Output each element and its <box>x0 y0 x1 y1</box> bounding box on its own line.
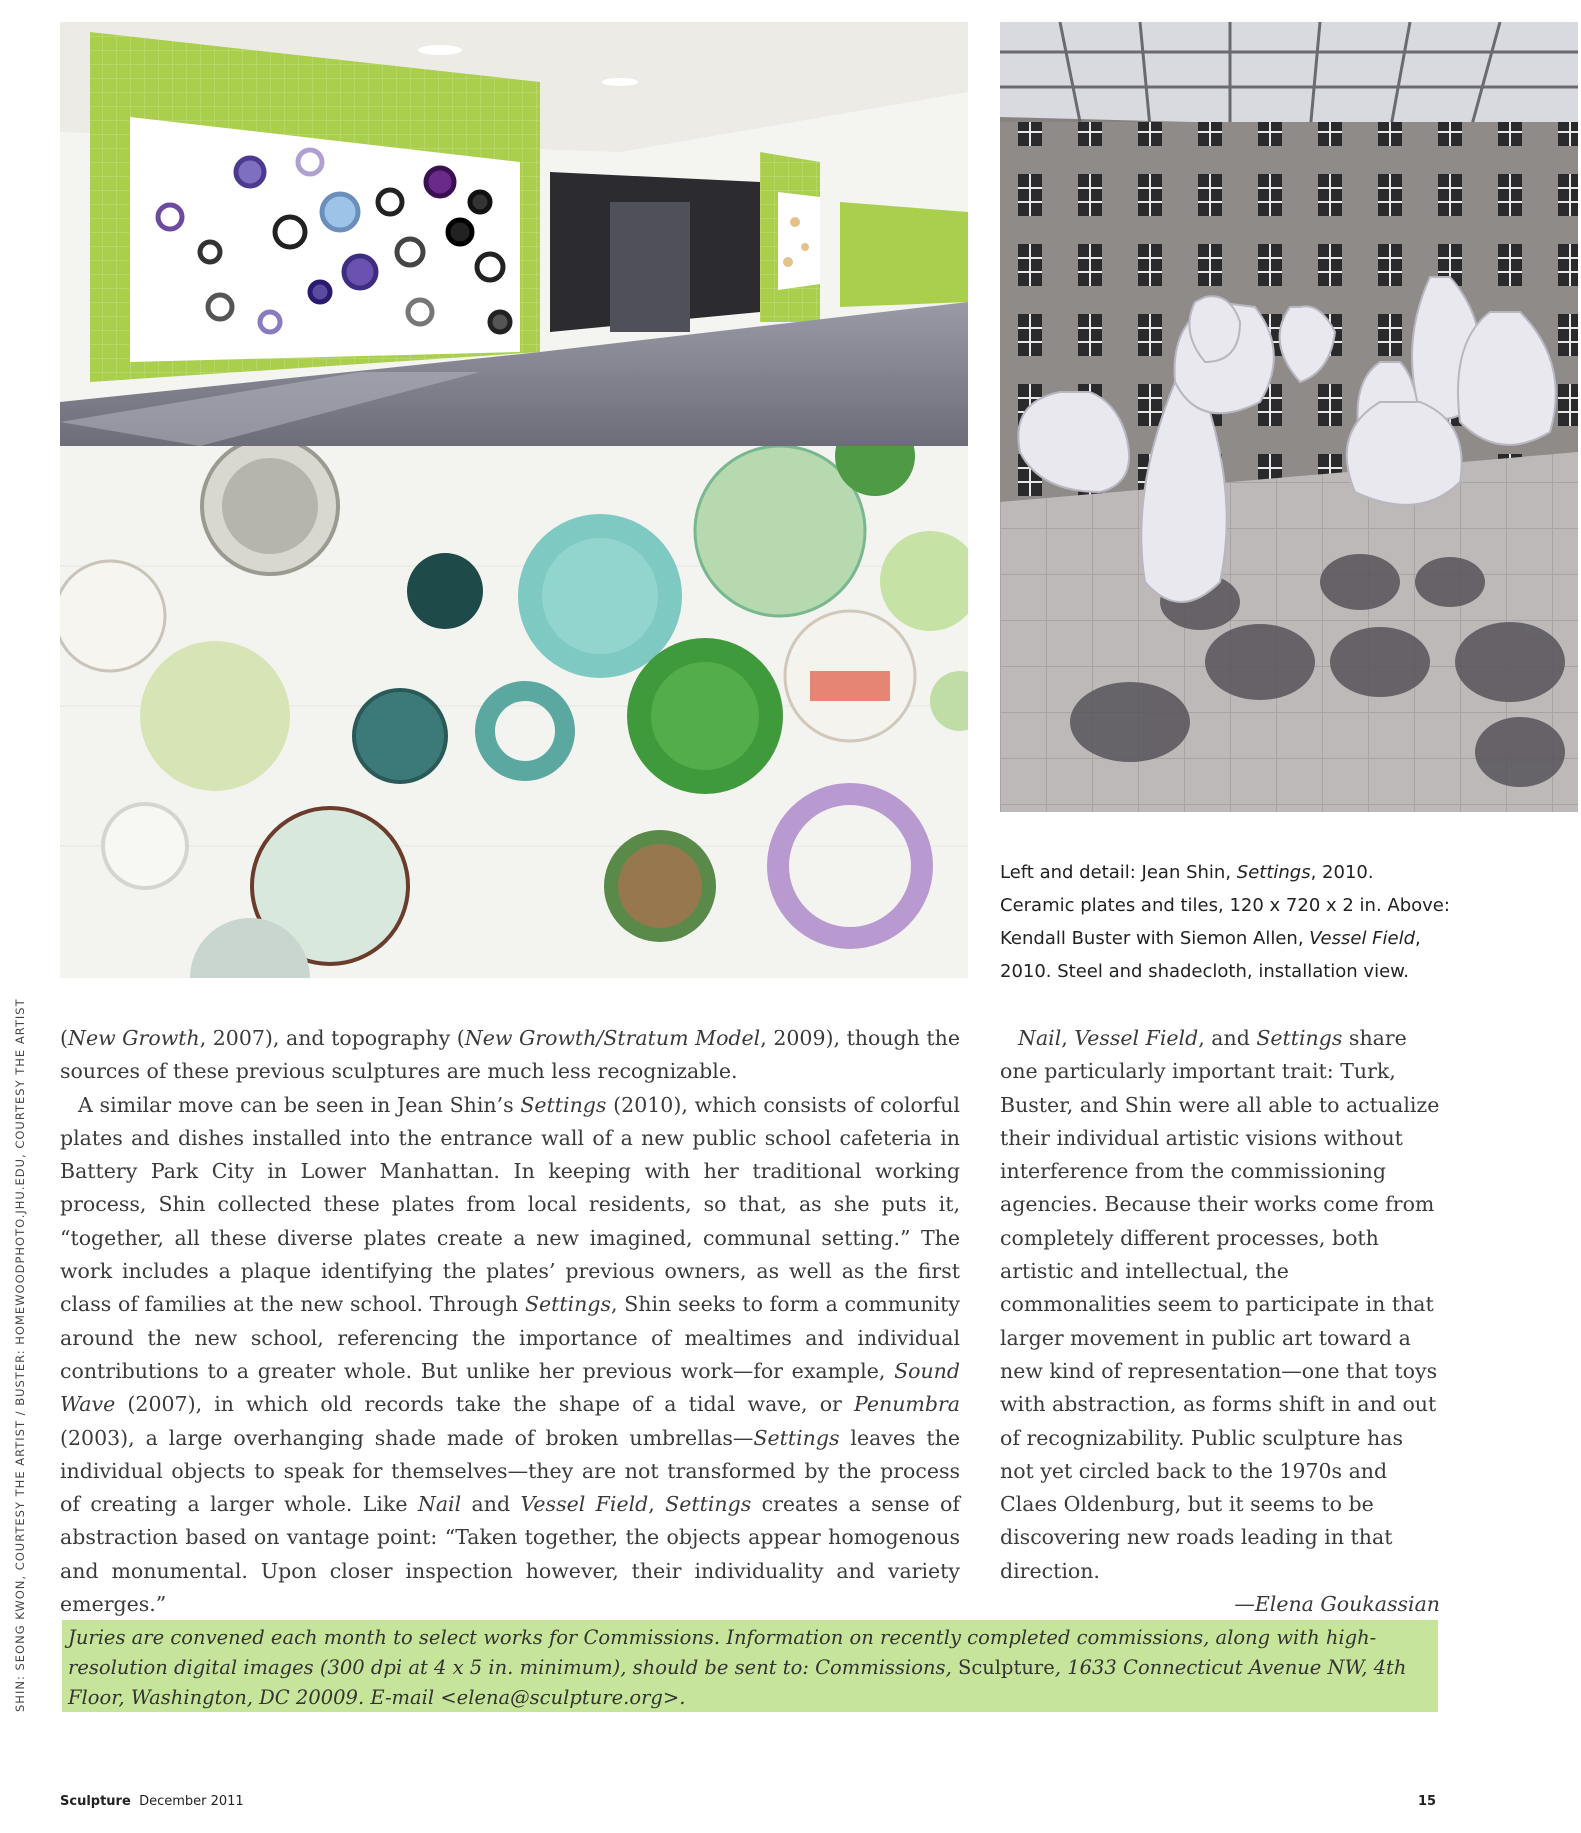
italic-title-run: Settings <box>753 1425 840 1450</box>
italic-title-run: New Growth <box>68 1026 200 1050</box>
right-paragraph-1 <box>1000 1022 1440 1588</box>
notice-part-1: Juries are convened each month to select works for Commissions. Information on recently completed commissions, along with high-resolution digital images (300 dpi at 4 x 5 in. minimum), should be sent to: Commissions, <box>68 1626 1377 1679</box>
atrium-illustration <box>1000 22 1578 812</box>
italic-title-run: Vessel Field <box>520 1492 649 1517</box>
text-run: , 2007), and topography ( <box>199 1026 465 1050</box>
italic-title-run: Penumbra <box>854 1392 960 1417</box>
text-run: , and <box>1198 1026 1257 1050</box>
photo-vessel-field-atrium <box>1000 22 1578 812</box>
text-run: , <box>648 1492 666 1517</box>
photo-caption <box>1000 856 1450 988</box>
article-column-left <box>60 1022 960 1621</box>
text-run: ( <box>60 1026 68 1050</box>
author-signature: —Elena Goukassian <box>1234 1592 1440 1617</box>
italic-title-run: New Growth/Stratum Model <box>464 1026 761 1050</box>
footer-magazine: Sculpture <box>60 1794 131 1809</box>
submission-notice <box>62 1620 1438 1712</box>
text-run: , <box>1061 1026 1075 1050</box>
photo-credit: SHIN: SEONG KWON, COURTESY THE ARTIST / BUSTER: HOMEWOODPHOTO.JHU.EDU, COURTESY THE ARTIST <box>13 998 27 1712</box>
text-run: (2007), in which old records take the shape of a tidal wave, or <box>115 1392 854 1417</box>
text-run: (2003), a large overhanging shade made of broken umbrellas— <box>60 1425 754 1450</box>
footer-issue <box>60 1794 244 1809</box>
notice-magazine-name: Sculpture <box>957 1656 1055 1679</box>
left-paragraph-1 <box>60 1022 960 1089</box>
italic-title-run: Vessel Field <box>1074 1026 1199 1050</box>
italic-title-run: Settings <box>1256 1026 1343 1050</box>
text-run: (2010), which consists of colorful plates and dishes installed into the entrance wall of a new public school cafeteria in Battery Park City in Lower Manhattan. In keeping with her traditional working process, Shin collected these plates from local residents, so that, as she puts it, “together, all these diverse plates create a new imagined, communal setting.” The work includes a plaque identifying the plates’ previous owners, as well as the first class of families at the new school. Through <box>60 1092 960 1317</box>
left-paragraph-2 <box>60 1089 960 1622</box>
text-run: , 2009), though the sources of these previous sculptures are much less recognizable. <box>60 1026 961 1084</box>
footer-date: December 2011 <box>139 1794 244 1809</box>
italic-title-run: Sound Wave <box>60 1358 960 1417</box>
italic-title-run: Nail <box>417 1492 462 1517</box>
notice-part-2: , 1633 Connecticut Avenue NW, 4th Floor, Washington, DC 20009. E-mail <elena@sculpture.org>. <box>68 1656 1407 1709</box>
italic-title-run: Settings <box>524 1292 611 1317</box>
text-run: share one particularly important trait: Turk, Buster, and Shin were all able to actualize their individual artistic visions without interference from the commissioning agencies. Because their works come from completely different processes, both artistic and intellectual, the commonalities seem to participate in that larger movement in public art toward a new kind of representation—one that toys with abstraction, as forms shift in and out of recognizability. Public sculpture has not yet circled back to the 1970s and Claes Oldenburg, but it seems to be discovering new roads leading in that direction. <box>1000 1026 1440 1583</box>
text-run: A similar move can be seen in Jean Shin’s <box>78 1092 521 1117</box>
text-run: , Shin seeks to form a community around the new school, referencing the importance of mealtimes and individual contributions to a greater whole. But unlike her previous work—for example, <box>60 1292 960 1383</box>
caption-left-rest: , 2010. Ceramic plates and tiles, 120 x 720 x 2 in. Above: Kendall Buster with Siemon Allen, <box>1000 862 1450 949</box>
caption-above-rest: , 2010. Steel and shadecloth, installation view. <box>1000 928 1421 982</box>
hallway-illustration <box>60 22 968 446</box>
caption-left-title: Settings <box>1236 862 1311 883</box>
plates-illustration <box>60 446 968 978</box>
text-run: creates a sense of abstraction based on vantage point: “Taken together, the objects appear homogenous and monumental. Upon closer inspection however, their individuality and variety emerges.” <box>60 1492 960 1617</box>
photo-plates-detail <box>60 446 968 978</box>
text-run: leaves the individual objects to speak for themselves—they are not transformed by the process of creating a larger whole. Like <box>60 1425 960 1517</box>
italic-title-run: Settings <box>520 1092 607 1117</box>
page-number: 15 <box>1418 1794 1437 1809</box>
italic-title-run: Settings <box>665 1492 752 1517</box>
caption-left-prefix: Left and detail: Jean Shin, <box>1000 862 1237 883</box>
article-column-right <box>1000 1022 1440 1621</box>
caption-above-title: Vessel Field <box>1309 928 1416 949</box>
italic-title-run: Nail <box>1018 1026 1062 1050</box>
text-run: and <box>461 1492 521 1517</box>
photo-hallway-plate-wall <box>60 22 968 446</box>
